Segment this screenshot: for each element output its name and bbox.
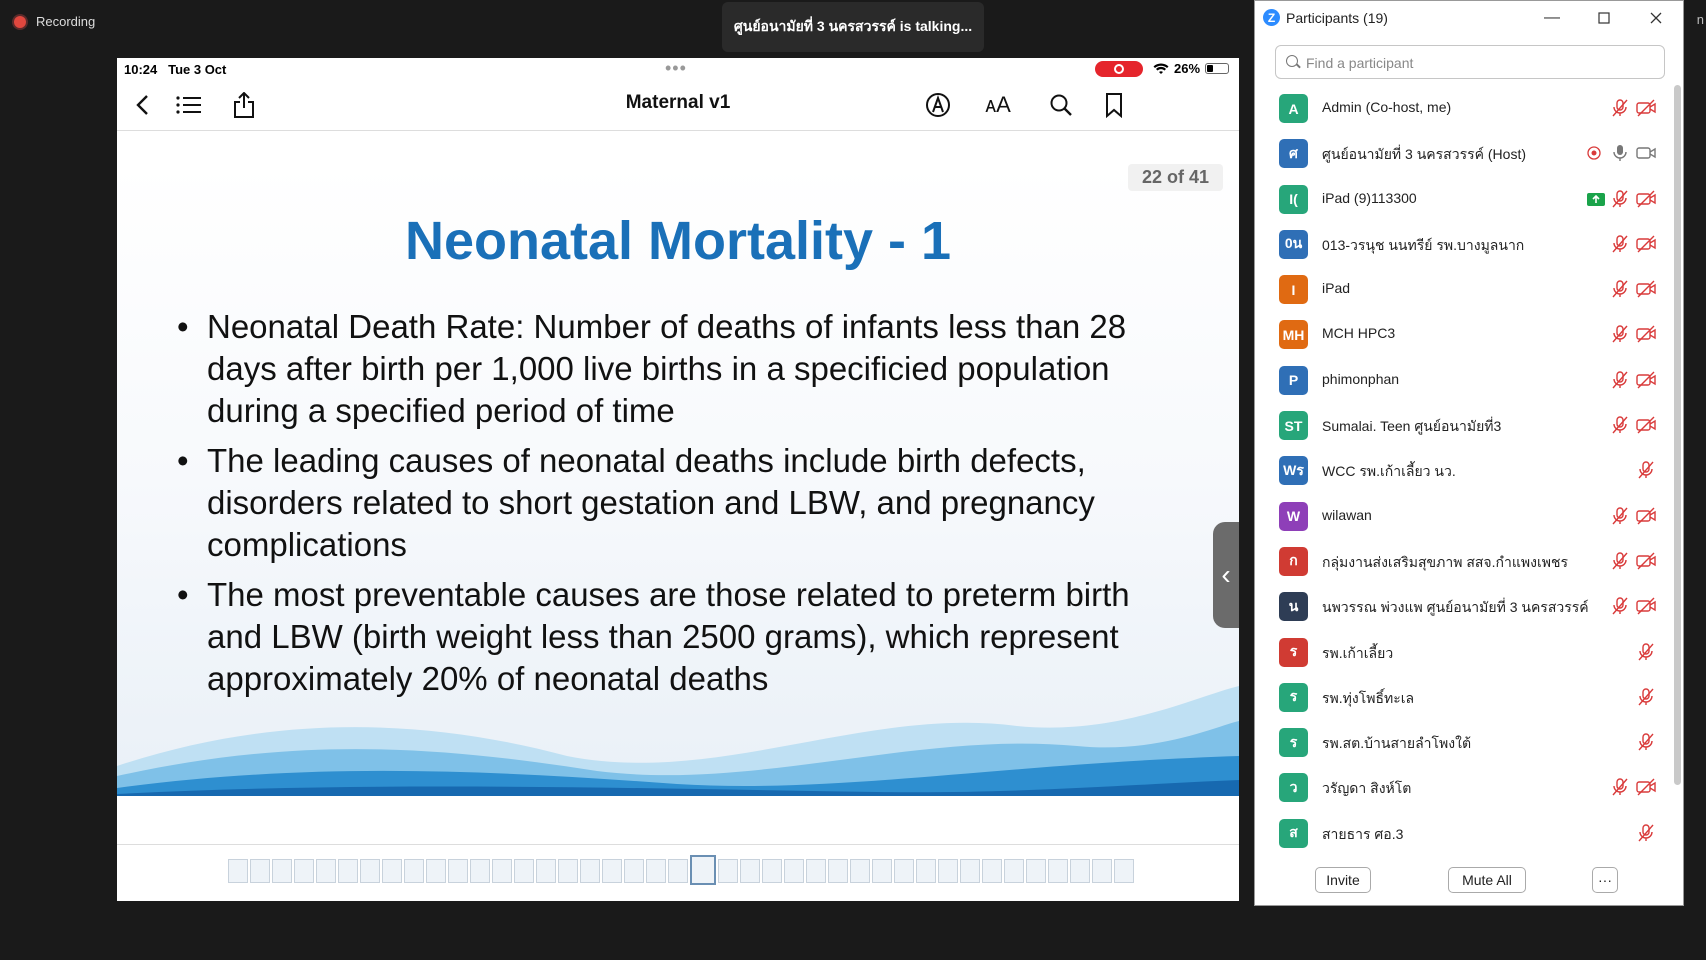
thumbnail[interactable] bbox=[784, 859, 804, 883]
reader-toolbar bbox=[117, 80, 1239, 131]
thumbnail[interactable] bbox=[762, 859, 782, 883]
avatar: I bbox=[1279, 275, 1308, 304]
active-speaker-banner: ศูนย์อนามัยที่ 3 นครสวรรค์ is talking... bbox=[722, 2, 984, 52]
list-icon[interactable] bbox=[172, 88, 206, 122]
thumbnail[interactable] bbox=[536, 859, 556, 883]
avatar: ศ bbox=[1279, 139, 1308, 168]
thumbnail[interactable] bbox=[806, 859, 826, 883]
thumbnail-active[interactable] bbox=[690, 855, 716, 885]
participant-row[interactable] bbox=[1255, 674, 1671, 719]
slide-bullets bbox=[177, 306, 1137, 708]
participant-row[interactable] bbox=[1255, 447, 1671, 492]
participant-name: WCC รพ.เก้าเลี้ยว นว. bbox=[1322, 463, 1456, 480]
thumbnail[interactable] bbox=[338, 859, 358, 883]
thumbnail[interactable] bbox=[426, 859, 446, 883]
mic-icon[interactable] bbox=[1609, 142, 1631, 164]
avatar: ST bbox=[1279, 411, 1308, 440]
battery-icon bbox=[1205, 63, 1229, 74]
participant-name: phimonphan bbox=[1322, 370, 1400, 387]
thumbnail[interactable] bbox=[960, 859, 980, 883]
recording-label: Recording bbox=[36, 14, 96, 29]
screen-share-icon bbox=[1585, 188, 1607, 210]
thumbnail[interactable] bbox=[272, 859, 292, 883]
share-icon[interactable] bbox=[227, 88, 261, 122]
participant-name: wilawan bbox=[1322, 506, 1372, 523]
participant-row[interactable] bbox=[1255, 221, 1671, 266]
participant-name: ศูนย์อนามัยที่ 3 นครสวรรค์ (Host) bbox=[1322, 146, 1526, 163]
mic-muted-icon[interactable] bbox=[1635, 459, 1657, 481]
mic-muted-icon[interactable] bbox=[1609, 505, 1631, 527]
participant-name: 013-วรนุช นนทรีย์ รพ.บางมูลนาก bbox=[1322, 236, 1525, 253]
camera-off-icon[interactable] bbox=[1635, 233, 1657, 255]
mic-muted-icon[interactable] bbox=[1635, 641, 1657, 663]
bullet-item: • The most preventable causes are those related to preterm birth and LBW (birth weight less than 2500 grams), which represent approximately 20% of neonatal deaths bbox=[177, 574, 1137, 700]
thumbnail[interactable] bbox=[982, 859, 1002, 883]
thumbnail[interactable] bbox=[382, 859, 402, 883]
participant-name: นพวรรณ พ่วงแพ ศูนย์อนามัยที่ 3 นครสวรรค์ bbox=[1322, 599, 1589, 616]
thumbnail-strip bbox=[117, 844, 1239, 901]
participant-row[interactable] bbox=[1255, 357, 1671, 402]
camera-off-icon[interactable] bbox=[1635, 323, 1657, 345]
camera-icon[interactable] bbox=[1635, 142, 1657, 164]
participant-row[interactable] bbox=[1255, 764, 1671, 809]
thumbnail[interactable] bbox=[828, 859, 848, 883]
mic-muted-icon[interactable] bbox=[1609, 369, 1631, 391]
participant-row[interactable] bbox=[1255, 130, 1671, 175]
thumbnail[interactable] bbox=[602, 859, 622, 883]
scrollbar[interactable] bbox=[1674, 85, 1681, 785]
thumbnail[interactable] bbox=[1070, 859, 1090, 883]
close-icon[interactable] bbox=[1641, 5, 1671, 31]
mic-muted-icon[interactable] bbox=[1609, 188, 1631, 210]
participant-search[interactable] bbox=[1275, 45, 1665, 79]
minimize-icon[interactable]: — bbox=[1544, 9, 1560, 26]
search-input[interactable] bbox=[1304, 52, 1648, 74]
thumbnail[interactable] bbox=[1092, 859, 1112, 883]
multitask-dots-icon[interactable]: ••• bbox=[665, 58, 687, 78]
participant-row[interactable] bbox=[1255, 176, 1671, 221]
recording-indicator bbox=[14, 14, 95, 29]
avatar: Wร bbox=[1279, 456, 1308, 485]
thumbnail[interactable] bbox=[1048, 859, 1068, 883]
thumbnail[interactable] bbox=[1114, 859, 1134, 883]
mic-muted-icon[interactable] bbox=[1635, 822, 1657, 844]
avatar: ร bbox=[1279, 728, 1308, 757]
avatar: ว bbox=[1279, 773, 1308, 802]
participant-name: กลุ่มงานส่งเสริมสุขภาพ สสจ.กำแพงเพชร bbox=[1322, 553, 1568, 570]
battery-percent: 26% bbox=[1174, 61, 1201, 76]
mic-muted-icon[interactable] bbox=[1609, 550, 1631, 572]
avatar: น bbox=[1279, 592, 1308, 621]
slide bbox=[117, 164, 1239, 796]
mic-muted-icon[interactable] bbox=[1609, 233, 1631, 255]
camera-off-icon[interactable] bbox=[1635, 278, 1657, 300]
recording-icon bbox=[1583, 142, 1605, 164]
participant-name: MCH HPC3 bbox=[1322, 325, 1396, 342]
thumbnail[interactable] bbox=[872, 859, 892, 883]
thumbnail[interactable] bbox=[938, 859, 958, 883]
avatar: ส bbox=[1279, 819, 1308, 848]
avatar: P bbox=[1279, 366, 1308, 395]
mic-muted-icon[interactable] bbox=[1609, 595, 1631, 617]
thumbnail[interactable] bbox=[1026, 859, 1046, 883]
participant-list bbox=[1255, 85, 1671, 855]
thumbnails bbox=[228, 859, 1134, 885]
document-title: Maternal v1 bbox=[625, 92, 731, 113]
text-size-icon[interactable]: ᴀA bbox=[985, 92, 1011, 117]
camera-off-icon[interactable] bbox=[1635, 776, 1657, 798]
recording-dot-icon bbox=[14, 16, 26, 28]
back-chevron-icon[interactable] bbox=[125, 88, 159, 122]
thumbnail[interactable] bbox=[740, 859, 760, 883]
thumbnail[interactable] bbox=[492, 859, 512, 883]
mic-muted-icon[interactable] bbox=[1635, 731, 1657, 753]
slide-title: Neonatal Mortality - 1 bbox=[404, 211, 952, 271]
thumbnail[interactable] bbox=[894, 859, 914, 883]
participant-row[interactable] bbox=[1255, 311, 1671, 356]
mute-all-button[interactable]: Mute All bbox=[1448, 867, 1526, 893]
panel-header bbox=[1255, 1, 1683, 35]
participant-row[interactable] bbox=[1255, 719, 1671, 764]
status-time: 10:24 Tue 3 Oct bbox=[124, 62, 227, 77]
participant-row[interactable] bbox=[1255, 629, 1671, 674]
thumbnail[interactable] bbox=[228, 859, 248, 883]
bullet-item: • Neonatal Death Rate: Number of deaths of infants less than 28 days after birth per 1,000 live births in a specificied population during a specified period of time bbox=[177, 306, 1137, 432]
more-button[interactable]: ··· bbox=[1592, 867, 1618, 893]
participant-name: iPad (9)113300 bbox=[1322, 189, 1417, 206]
participant-name: รพ.สต.บ้านสายลำโพงใต้ bbox=[1322, 735, 1472, 752]
markup-icon[interactable] bbox=[921, 88, 955, 122]
camera-off-icon[interactable] bbox=[1635, 188, 1657, 210]
thumbnail[interactable] bbox=[850, 859, 870, 883]
avatar: W bbox=[1279, 502, 1308, 531]
thumbnail[interactable] bbox=[514, 859, 534, 883]
search-icon[interactable] bbox=[1044, 88, 1078, 122]
thumbnail[interactable] bbox=[1004, 859, 1024, 883]
participants-panel bbox=[1254, 0, 1684, 906]
zoom-logo-icon: Z bbox=[1263, 9, 1280, 26]
participant-name: สายธาร ศอ.3 bbox=[1322, 825, 1404, 842]
thumbnail[interactable] bbox=[360, 859, 380, 883]
thumbnail[interactable] bbox=[624, 859, 644, 883]
thumbnail[interactable] bbox=[646, 859, 666, 883]
maximize-icon[interactable] bbox=[1589, 5, 1619, 31]
participant-row[interactable] bbox=[1255, 402, 1671, 447]
participant-name: วรัญดา สิงห์โต bbox=[1322, 780, 1412, 797]
thumbnail[interactable] bbox=[558, 859, 578, 883]
camera-off-icon[interactable] bbox=[1635, 369, 1657, 391]
panel-footer bbox=[1255, 855, 1683, 905]
camera-off-icon[interactable] bbox=[1635, 97, 1657, 119]
avatar: ร bbox=[1279, 638, 1308, 667]
thumbnail[interactable] bbox=[916, 859, 936, 883]
thumbnail[interactable] bbox=[294, 859, 314, 883]
participant-row[interactable] bbox=[1255, 538, 1671, 583]
slide-wave-decoration bbox=[117, 676, 1239, 796]
thumbnail[interactable] bbox=[404, 859, 424, 883]
thumbnail[interactable] bbox=[668, 859, 688, 883]
invite-button[interactable]: Invite bbox=[1315, 867, 1371, 893]
corner-text: n bbox=[1696, 12, 1704, 27]
camera-off-icon[interactable] bbox=[1635, 595, 1657, 617]
mic-muted-icon[interactable] bbox=[1609, 97, 1631, 119]
panel-title: Participants (19) bbox=[1286, 10, 1388, 26]
mic-muted-icon[interactable] bbox=[1609, 323, 1631, 345]
participant-row[interactable] bbox=[1255, 85, 1671, 130]
participant-row[interactable] bbox=[1255, 266, 1671, 311]
screen-recording-icon bbox=[1095, 61, 1143, 77]
avatar: 0น bbox=[1279, 230, 1308, 259]
search-icon bbox=[1286, 55, 1298, 67]
camera-off-icon[interactable] bbox=[1635, 550, 1657, 572]
bullet-item: • The leading causes of neonatal deaths include birth defects, disorders related to short gestation and LBW, and pregnancy complications bbox=[177, 440, 1137, 566]
avatar: I( bbox=[1279, 185, 1308, 214]
participant-name: Sumalai. Teen ศูนย์อนามัยที่3 bbox=[1322, 418, 1502, 435]
avatar: A bbox=[1279, 94, 1308, 123]
participant-name: Admin (Co-host, me) bbox=[1322, 99, 1452, 115]
thumbnail[interactable] bbox=[448, 859, 468, 883]
avatar: MH bbox=[1279, 320, 1308, 349]
participant-row[interactable] bbox=[1255, 583, 1671, 628]
thumbnail[interactable] bbox=[580, 859, 600, 883]
page-indicator: 22 of 41 bbox=[1128, 164, 1223, 191]
avatar: ร bbox=[1279, 683, 1308, 712]
status-right bbox=[1153, 61, 1229, 76]
thumbnail[interactable] bbox=[250, 859, 270, 883]
participant-row[interactable] bbox=[1255, 810, 1671, 855]
shared-screen bbox=[117, 58, 1239, 901]
thumbnail[interactable] bbox=[718, 859, 738, 883]
side-panel-tab[interactable]: ‹ bbox=[1213, 522, 1239, 628]
mic-muted-icon[interactable] bbox=[1635, 686, 1657, 708]
participant-name: รพ.ทุ่งโพธิ์ทะเล bbox=[1322, 689, 1415, 706]
camera-off-icon[interactable] bbox=[1635, 505, 1657, 527]
bookmark-icon[interactable] bbox=[1097, 88, 1131, 122]
avatar: ก bbox=[1279, 547, 1308, 576]
participant-name: รพ.เก้าเลี้ยว bbox=[1322, 644, 1394, 661]
mic-muted-icon[interactable] bbox=[1609, 414, 1631, 436]
thumbnail[interactable] bbox=[316, 859, 336, 883]
camera-off-icon[interactable] bbox=[1635, 414, 1657, 436]
thumbnail[interactable] bbox=[470, 859, 490, 883]
mic-muted-icon[interactable] bbox=[1609, 776, 1631, 798]
mic-muted-icon[interactable] bbox=[1609, 278, 1631, 300]
wifi-icon bbox=[1153, 63, 1169, 75]
participant-name: iPad bbox=[1322, 280, 1351, 297]
ipad-status-bar bbox=[117, 58, 1239, 80]
participant-row[interactable] bbox=[1255, 493, 1671, 538]
